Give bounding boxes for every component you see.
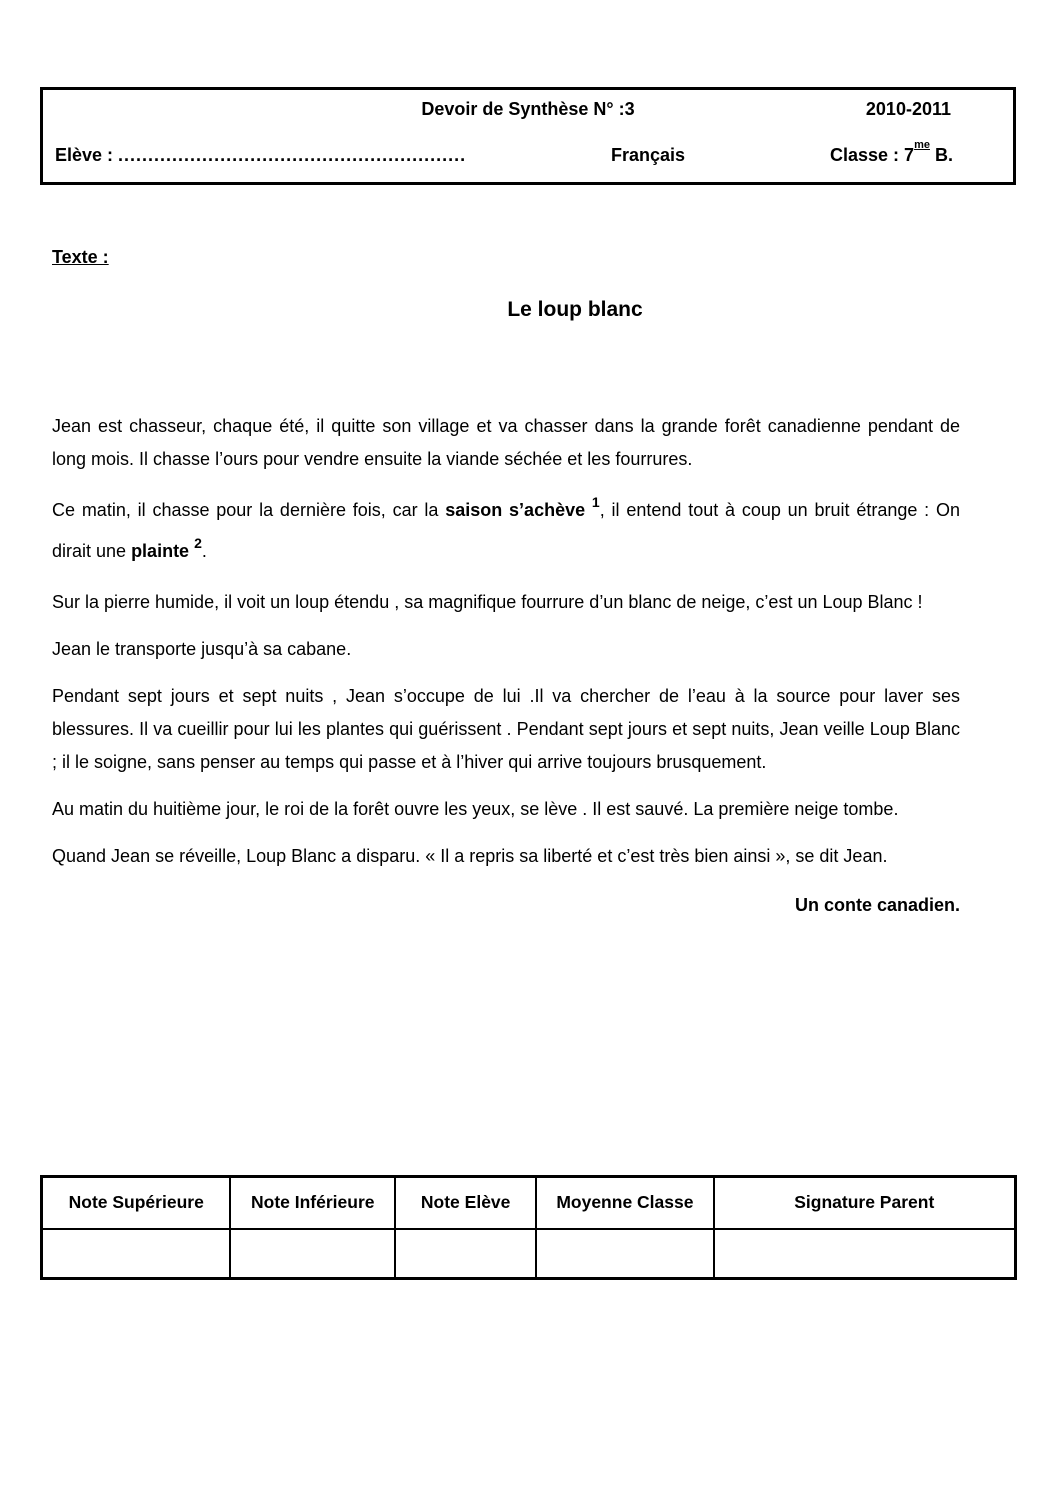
paragraph-2-segment: Ce matin, il chasse pour la dernière fois, car la [52, 500, 446, 520]
table-cell [230, 1229, 395, 1279]
paragraph-2 [52, 490, 960, 572]
student-name-field [55, 145, 466, 166]
bold-word-plainte: plainte [131, 541, 195, 561]
class-info [830, 139, 953, 166]
school-year: 2010-2011 [865, 99, 951, 119]
col-header-note-inferieure: Note Inférieure [230, 1177, 395, 1229]
exam-title: Devoir de Synthèse N° :3 [421, 99, 635, 119]
col-header-signature-parent: Signature Parent [714, 1177, 1016, 1229]
section-label-texte: Texte : [52, 247, 109, 267]
bold-phrase-saison: saison s’achève [445, 500, 592, 520]
subject-label: Français [611, 145, 686, 165]
footnote-ref-2: 2 [194, 535, 202, 551]
table-cell [714, 1229, 1016, 1279]
table-cell [395, 1229, 536, 1279]
paragraph-2-segment: , il entend tout à coup un bruit étrange : On dirait une [52, 500, 960, 561]
col-header-note-superieure: Note Supérieure [42, 1177, 231, 1229]
class-number: 7 [904, 145, 915, 165]
student-dotted-line: .......................................................... [118, 145, 467, 165]
class-label: Classe : [830, 145, 905, 165]
paragraph-5: Pendant sept jours et sept nuits , Jean s’occupe de lui .Il va chercher de l’eau à la source pour laver ses blessures. Il va cueillir pour lui les plantes qui guérissent . Pendant sept jours et sept nuits, Jean veille Loup Blanc ; il le soigne, sans penser au temps qui passe et à l’hiver qui arrive toujours brusquement. [52, 686, 960, 772]
header-box [40, 87, 1016, 185]
header-row-2 [55, 139, 1001, 166]
paragraph-7: Quand Jean se réveille, Loup Blanc a disparu. « Il a repris sa liberté et c’est très bien ainsi », se dit Jean. [52, 846, 888, 866]
paragraph-1: Jean est chasseur, chaque été, il quitte son village et va chasser dans la grande forêt canadienne pendant de long mois. Il chasse l’ours pour vendre ensuite la viande séchée et les fourrures. [52, 416, 960, 469]
table-cell [536, 1229, 713, 1279]
col-header-moyenne-classe: Moyenne Classe [536, 1177, 713, 1229]
paragraph-4: Jean le transporte jusqu’à sa cabane. [52, 639, 352, 659]
story-attribution: Un conte canadien. [794, 895, 960, 915]
header-row-1 [55, 99, 1001, 120]
story-title: Le loup blanc [507, 298, 643, 321]
footnote-ref-1: 1 [591, 494, 600, 510]
grade-table-header-row [42, 1177, 1016, 1229]
paragraph-6: Au matin du huitième jour, le roi de la forêt ouvre les yeux, se lève . Il est sauvé. La première neige tombe. [52, 799, 899, 819]
grade-table [40, 1175, 1017, 1280]
class-ordinal-suffix: me [914, 139, 930, 151]
grade-table-empty-row [42, 1229, 1016, 1279]
class-section: B. [929, 145, 953, 165]
paragraph-2-segment: . [201, 541, 207, 561]
table-cell [42, 1229, 231, 1279]
paragraph-3: Sur la pierre humide, il voit un loup étendu , sa magnifique fourrure d’un blanc de neige, c’est un Loup Blanc ! [52, 592, 923, 612]
col-header-note-eleve: Note Elève [395, 1177, 536, 1229]
student-label: Elève : [55, 145, 119, 165]
story-body [52, 410, 960, 922]
